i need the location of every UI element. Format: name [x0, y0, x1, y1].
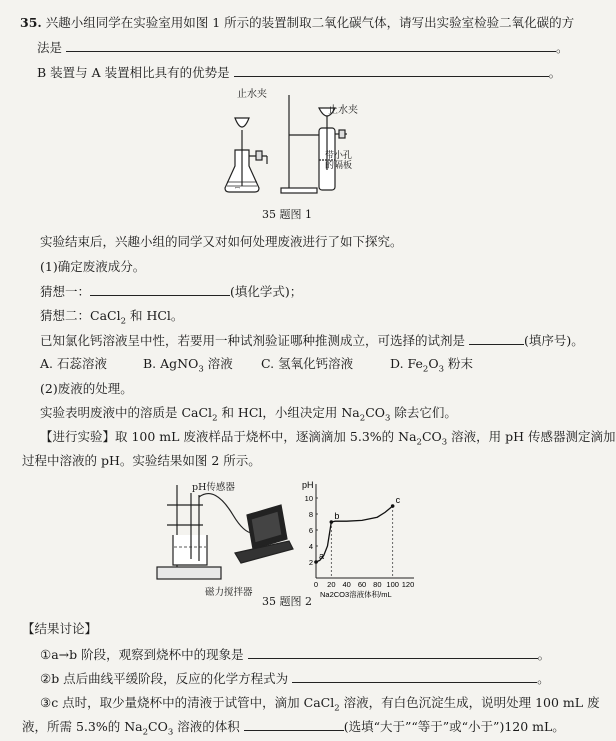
guess-2-text-b: 和 HCl。: [126, 308, 184, 323]
beaker: [173, 535, 207, 565]
result-3-cont-a: 液，所需 5.3%的 Na: [22, 719, 143, 734]
result-1-prompt: ①a→b 阶段，观察到烧杯中的现象是: [40, 647, 244, 662]
x-tick-label: 0: [313, 580, 319, 589]
answer-blank-phenomenon[interactable]: [248, 645, 538, 659]
x-tick-label: 120: [401, 580, 415, 589]
guess-1: [40, 282, 570, 301]
result-3-text-a: ③c 点时，取少量烧杯中的清液于试管中，滴加 CaCl: [40, 695, 335, 710]
advantage-prompt: B 装置与 A 装置相比具有的优势是: [37, 65, 230, 80]
guess-2-sub: 2: [120, 316, 127, 327]
solute-text-d: 除去它们。: [390, 405, 457, 420]
experiment-text-c: 溶液，用 pH 传感器测定滴加: [447, 429, 616, 444]
answer-blank-reagent[interactable]: [469, 331, 524, 345]
period: 。: [537, 647, 551, 662]
x-axis-label: Na2CO3溶液体积/mL: [320, 590, 392, 599]
result-3-cont-c: 溶液的体积: [173, 719, 240, 734]
ph-curve: [316, 506, 393, 562]
svg-text:ꟷ: ꟷ: [235, 185, 240, 192]
paragraph-step-1: (1)确定废液成分。: [40, 259, 146, 274]
y-tick-label: 8: [308, 510, 313, 519]
guess-2: [40, 307, 570, 328]
option-b-sub: 3: [198, 364, 204, 375]
option-b-text-b: 溶液: [203, 356, 233, 371]
solute-sub-3: 3: [385, 413, 391, 424]
x-tick-label: 40: [342, 580, 351, 589]
y-tick-label: 4: [308, 542, 313, 551]
guess-1-suffix: (填化学式)；: [230, 284, 303, 299]
figure-1-caption: 35 题图 1: [262, 208, 312, 221]
paragraph-experiment-2: 过程中溶液的 pH。实验结果如图 2 所示。: [22, 453, 261, 468]
fig1-label-right-clip: 止水夹: [328, 105, 358, 116]
paragraph-step-2: (2)废液的处理。: [40, 381, 133, 396]
experiment-text-b: CO: [421, 429, 442, 444]
answer-blank-guess-1[interactable]: [90, 282, 230, 296]
reagent-prompt: 已知氯化钙溶液呈中性，若要用一种试剂验证哪种推测成立，可选择的试剂是: [40, 333, 466, 348]
guess-2-text-a: 猜想二：CaCl: [40, 308, 121, 323]
result-3-sub: 2: [334, 703, 340, 714]
point-label-b: b: [334, 511, 340, 521]
x-tick-label: 80: [373, 580, 382, 589]
solute-sub-1: 2: [212, 413, 218, 424]
magnetic-stirrer: [157, 567, 221, 579]
method-prompt: 法是: [37, 40, 63, 55]
label-ph-sensor: pH传感器: [192, 482, 235, 493]
point-label-c: c: [395, 495, 401, 505]
question-35-line-2: [37, 38, 570, 57]
option-d-text-b: O: [428, 356, 439, 371]
option-c[interactable]: C. 氢氧化钙溶液: [261, 356, 354, 371]
period: 。: [548, 65, 562, 80]
reagent-question: [40, 331, 584, 350]
board-label-line-1: 带小孔: [325, 151, 353, 161]
experiment-sub-1: 2: [416, 437, 422, 448]
paragraph-solute: [40, 404, 570, 425]
results-heading: 【结果讨论】: [22, 621, 98, 636]
option-d-sub-2: 3: [438, 364, 445, 375]
paragraph-experiment-1: [40, 428, 616, 449]
option-d[interactable]: [390, 355, 473, 376]
result-3-text-b: 溶液，有白色沉淀生成，说明处理 100 mL 废: [339, 695, 600, 710]
answer-blank-volume[interactable]: [244, 717, 344, 731]
sensor-cable: [199, 494, 255, 534]
result-3-cont: [22, 717, 570, 739]
result-3-cont-d: (选填“大于”“等于”或“小于”)120 mL。: [343, 719, 565, 734]
point-b: [330, 520, 334, 524]
paragraph-experiment-end: 实验结束后，兴趣小组的同学又对如何处理废液进行了如下探究。: [40, 234, 403, 249]
x-tick-label: 60: [357, 580, 367, 589]
question-35-line-3: [37, 63, 570, 82]
answer-blank-method[interactable]: [66, 38, 556, 52]
x-tick-label: 100: [386, 580, 399, 589]
fig1-label-left-clip: 止水夹: [237, 89, 267, 100]
option-d-text-a: D. Fe: [390, 356, 423, 371]
label-stirrer: 磁力搅拌器: [205, 587, 253, 598]
experiment-sub-2: 3: [441, 437, 448, 448]
solute-text-a: 实验表明废液中的溶质是 CaCl: [40, 405, 213, 420]
point-label-a: a: [319, 551, 325, 561]
question-35-line-1: [20, 14, 575, 32]
option-a[interactable]: A. 石蕊溶液: [40, 356, 107, 371]
result-3-cont-sub-1: 2: [142, 727, 149, 738]
experiment-text-a: 【进行实验】取 100 mL 废液样品于烧杯中，逐滴滴加 5.3%的 Na: [40, 429, 417, 444]
point-a: [314, 560, 318, 564]
fig1-label-board: [325, 152, 352, 172]
result-3-cont-sub-2: 3: [167, 727, 174, 738]
y-tick-label: 10: [304, 494, 313, 503]
solute-sub-2: 2: [359, 413, 366, 424]
result-1: [40, 645, 570, 664]
option-b-text-a: B. AgNO: [143, 356, 199, 371]
period: 。: [556, 40, 569, 55]
result-3-cont-b: CO: [148, 719, 168, 734]
apparatus-a: [225, 118, 267, 192]
question-text: 兴趣小组同学在实验室用如图 1 所示的装置制取二氧化碳气体，请写出实验室检验二氧化碳的方: [45, 15, 575, 30]
option-b[interactable]: [143, 355, 233, 376]
result-2: [40, 669, 570, 688]
solute-text-c: CO: [365, 405, 385, 420]
option-d-text-c: 粉末: [444, 356, 473, 371]
solute-text-b: 和 HCl，小组决定用 Na: [217, 405, 360, 420]
x-tick-label: 20: [327, 580, 336, 589]
answer-blank-advantage[interactable]: [234, 63, 549, 77]
question-number: 35.: [20, 15, 42, 30]
y-tick-label: 2: [308, 558, 313, 567]
answer-blank-equation[interactable]: [292, 669, 537, 683]
y-axis-label: pH: [302, 480, 314, 490]
reagent-suffix: (填序号)。: [524, 333, 584, 348]
guess-1-label: 猜想一：: [40, 284, 91, 299]
point-c: [391, 504, 395, 508]
ph-chart: [300, 478, 420, 600]
figure-2-caption: 35 题图 2: [262, 595, 312, 608]
result-2-prompt: ②b 点后曲线平缓阶段，反应的化学方程式为: [40, 671, 289, 686]
period: 。: [537, 671, 550, 686]
board-label-line-2: 的隔板: [325, 160, 353, 171]
option-d-sub-1: 2: [422, 364, 429, 375]
y-tick-label: 6: [308, 526, 313, 535]
result-3: [40, 694, 600, 715]
